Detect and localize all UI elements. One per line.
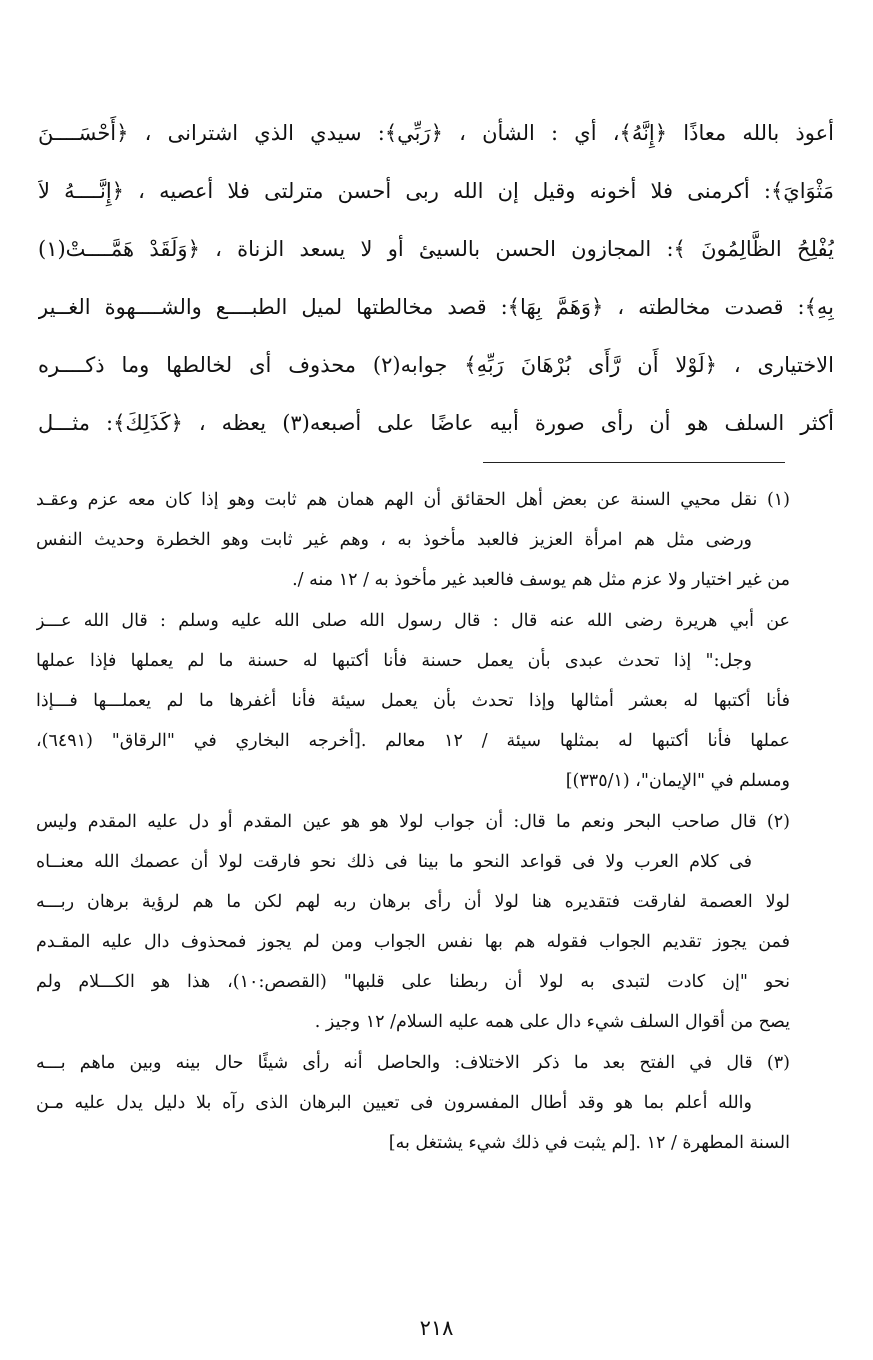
footnote-line: عن أبي هريرة رضى الله عنه قال : قال رسول الله صلى الله عليه وسلم : قال الله عـــز bbox=[36, 610, 790, 631]
footnote-line: وجل:" إذا تحدث عبدى بأن يعمل حسنة فأنا أكتبها له حسنة ما لم يعملها فإذا عملها bbox=[36, 650, 752, 671]
footnote-line: ومسلم في "الإيمان"، (٣٣٥/١)] bbox=[565, 771, 790, 792]
footnote-line bbox=[36, 802, 790, 842]
footnote-line: يصح من أقوال السلف شيء دال على همه عليه السلام/ ١٢ وجيز . bbox=[314, 1012, 790, 1033]
main-line: بِهِ﴾: قصدت مخالطته ، ﴿وَهَمَّ بِهَا﴾: قصد مخالطتها لميل الطبــــع والشــــهوة الغــير bbox=[38, 295, 834, 319]
main-line: أعوذ بالله معاذًا ﴿إِنَّهُ﴾، أي : الشأن ، ﴿رَبِّي﴾: سيدي الذي اشترانى ، ﴿أَحْسَــــنَ bbox=[38, 121, 834, 145]
footnote-line bbox=[36, 1043, 790, 1083]
footnote-line: نحو "إن كادت لتبدى به لولا أن ربطنا على قلبها" (القصص:١٠)، هذا هو الكـــلام ولم bbox=[36, 972, 790, 993]
footnote-line: فأنا أكتبها له بعشر أمثالها وإذا تحدث بأن يعمل سيئة فأنا أغفرها ما لم يعملـــها فـــإذا bbox=[36, 690, 790, 711]
footnote-line: فى كلام العرب ولا فى قواعد النحو ما بينا فى ذلك نحو فارقت لولا أن عصمك الله معنــاه bbox=[36, 851, 752, 872]
footnote-line: السنة المطهرة / ١٢ .[لم يثبت في ذلك شيء يشتغل به] bbox=[388, 1133, 790, 1153]
footnote-line: فمن يجوز تقديم الجواب فقوله هم بها نفس الجواب ومن لم يجوز فمحذوف دال عليه المقـدم bbox=[36, 932, 790, 953]
footnote-marker: (١) bbox=[766, 490, 790, 510]
footnote-line: والله أعلم بما هو وقد أطال المفسرون فى تعيين البرهان الذى رآه بلا دليل يدل عليه مـن bbox=[36, 1092, 752, 1113]
footnote-separator bbox=[483, 462, 785, 463]
main-line: الاختيارى ، ﴿لَوْلا أَن رَّأَى بُرْهَانَ رَبِّهِ﴾ جوابه(٢) محذوف أى لخالطها وما ذكــــره bbox=[38, 353, 834, 377]
footnote-line: ورضى مثل هم امرأة العزيز فالعبد مأخوذ به ، وهم غير ثابت وهو الخطرة وحديث النفس bbox=[36, 530, 752, 551]
footnote-text: قال في الفتح بعد ما ذكر الاختلاف: والحاصل أنه رأى شيئًا حال بينه وبين ماهم بـــه bbox=[36, 1052, 753, 1073]
footnotes bbox=[36, 480, 790, 1163]
footnote-line: لولا العصمة لفارقت فتقديره هنا لولا أن رأى برهان ربه لهم لكن ما هم لرؤية برهان ربـــه bbox=[36, 891, 790, 912]
footnote-line: من غير اختيار ولا عزم مثل هم يوسف فالعبد غير مأخوذ به / ١٢ منه /. bbox=[292, 570, 790, 591]
footnote-line: عملها فأنا أكتبها له بمثلها سيئة / ١٢ معالم .[أخرجه البخاري في "الرقاق" (٦٤٩١)، bbox=[36, 731, 790, 752]
footnote-marker: (٢) bbox=[766, 811, 790, 832]
main-text bbox=[38, 104, 834, 452]
footnote-text: قال صاحب البحر ونعم ما قال: أن جواب لولا هو هو عين المقدم أو دل عليه المقدم وليس bbox=[36, 811, 757, 832]
footnote-line bbox=[36, 480, 790, 520]
footnote-marker: (٣) bbox=[766, 1052, 790, 1073]
main-line: يُفْلِحُ الظَّالِمُونَ ﴾: المجازون الحسن بالسيئ أو لا يسعد الزناة ، ﴿وَلَقَدْ هَمَّــــتْ(١) bbox=[38, 237, 834, 261]
main-line: مَثْوَايَ﴾: أكرمنى فلا أخونه وقيل إن الله ربى أحسن مترلتى فلا أعصيه ، ﴿إِنَّــــهُ لاَ bbox=[38, 179, 834, 203]
footnote-text: نقل محيي السنة عن بعض أهل الحقائق أن الهم همان هم ثابت وهو إذا كان معه عزم وعقـد bbox=[36, 490, 758, 510]
main-line: أكثر السلف هو أن رأى صورة أبيه عاضًا على أصبعه(٣) يعظه ، ﴿كَذَلِكَ﴾: مثـــل bbox=[38, 411, 834, 435]
page-number: ٢١٨ bbox=[419, 1316, 454, 1340]
